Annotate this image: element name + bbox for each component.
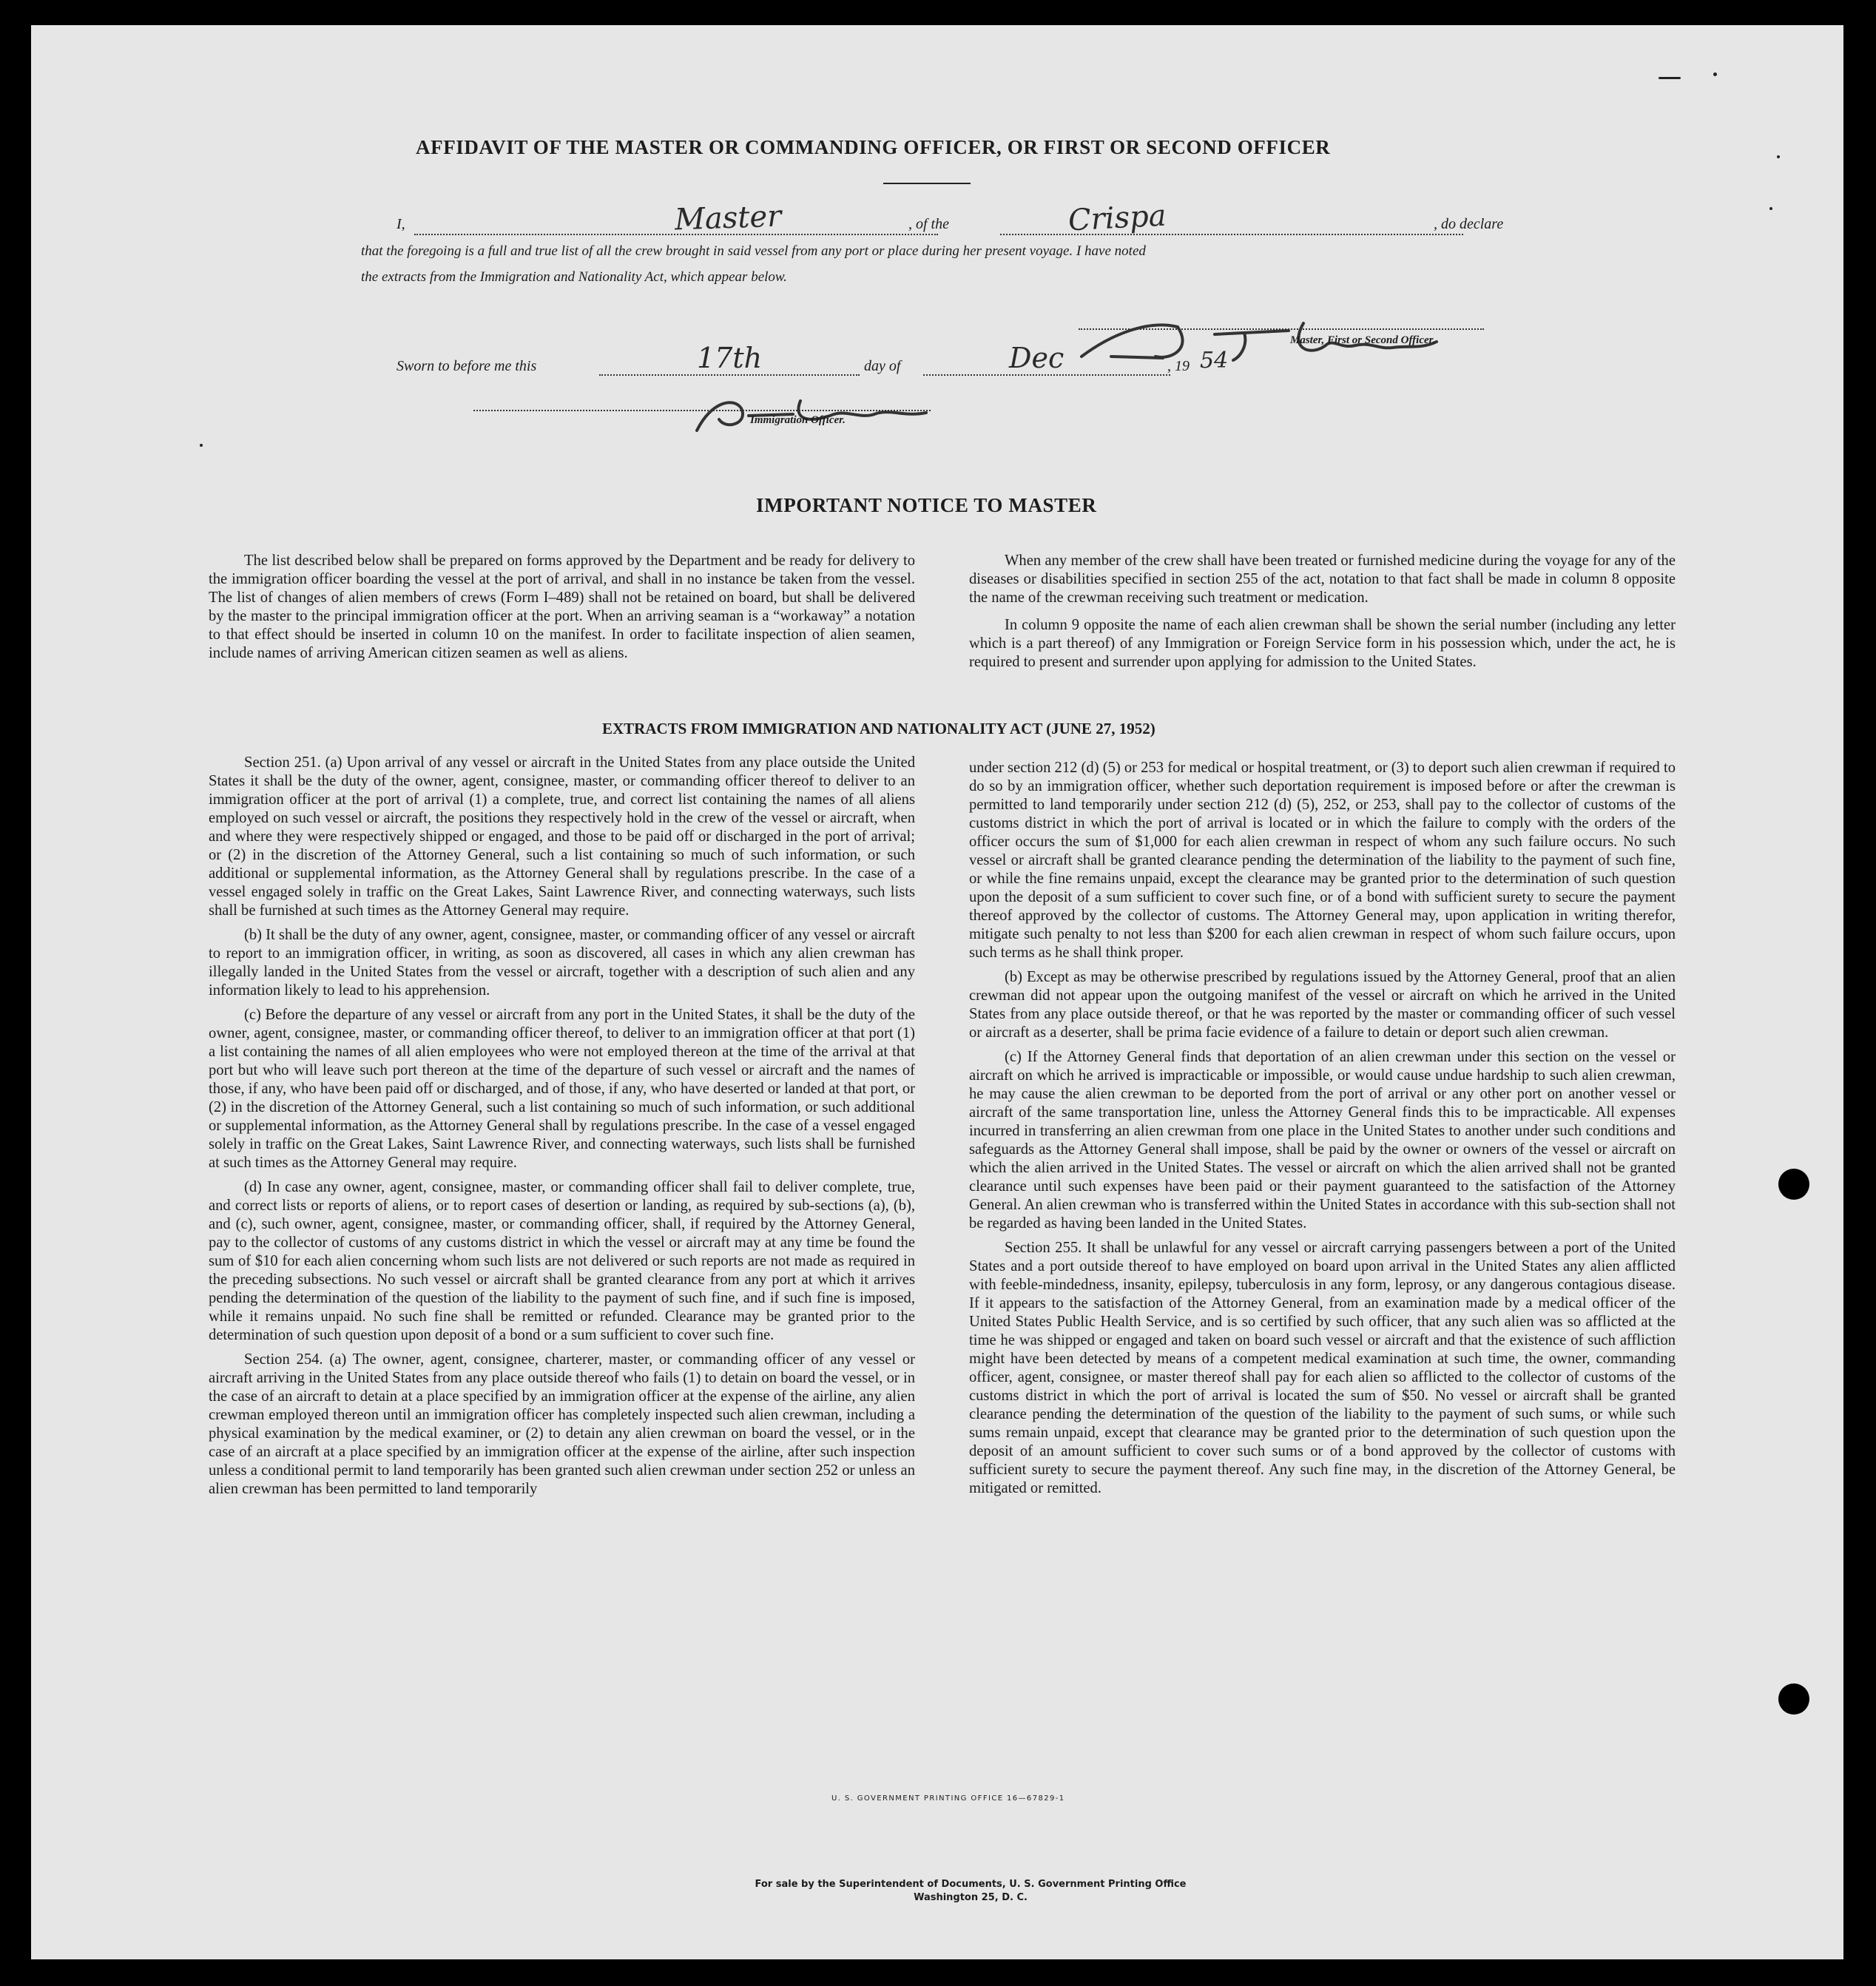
- section-251-a: Section 251. (a) Upon arrival of any vessel or aircraft in the United States from any place outside the United States it shall be the duty of the owner, agent, consignee, master, or commanding officer thereof to deliver to an immigration officer at the port of arrival (1) a complete, true, and correct list containing the names of all aliens employed on such vessel or aircraft, the positions they respectively hold in the crew of the vessel or aircraft, when and where they were respectively shipped or engaged, and those to be paid off or discharged in the port of arrival; or (2) in the discretion of the Attorney General, such a list containing so much of such information, or such additional or supplemental information, as the Attorney General shall by regulations prescribe. In the case of a vessel engaged solely in traffic on the Great Lakes, Saint Lawrence River, and connecting waterways, such lists shall be furnished at such times as the Attorney General may require.: [209, 754, 915, 919]
- punch-hole-lower: [1778, 1683, 1809, 1715]
- section-254-c: (c) If the Attorney General finds that deportation of an alien crewman under this section on the vessel or aircraft on which he arrived is impracticable or impossible, or would cause undue hardship to such alien crewman, he may cause the alien crewman to be deported from the port of arrival or any other port on another vessel or aircraft of the same transportation line, unless the Attorney General finds this to be impracticable. All expenses incurred in transferring an alien crewman from one place in the United States to another under such conditions and safeguards as the Attorney General shall impose, shall be paid by the owner or owners of the vessel or aircraft on which the alien arrived in the United States. The vessel or aircraft on which the alien arrived shall not be granted clearance until such expenses have been paid or their payment guaranteed to the satisfaction of the Attorney General. An alien crewman who is transferred within the United States in accordance with this sub-section shall not be regarded as having been landed in the United States.: [969, 1049, 1676, 1232]
- title-rule: [883, 183, 971, 184]
- handwritten-day: 17th: [697, 342, 763, 374]
- notice-right-paragraph-1: When any member of the crew shall have been treated or furnished medicine during the voyage for any of the diseases or disabilities specified in section 255 of the act, notation to that fact shall be made in column 8 opposite the name of the crewman receiving such treatment or medication.: [969, 553, 1676, 606]
- extracts-title: EXTRACTS FROM IMMIGRATION AND NATIONALITY ACT (JUNE 27, 1952): [602, 720, 1155, 737]
- handwritten-name: Master: [674, 199, 782, 237]
- section-251-b: (b) It shall be the duty of any owner, agent, consignee, master, or commanding officer of any vessel or aircraft to report to an immigration officer, in writing, as soon as discovered, all cases in which any alien crewman has illegally landed in the United States from the vessel or aircraft, together with a description of such alien and any information likely to lead to his apprehension.: [209, 927, 915, 999]
- footer-line-1: For sale by the Superintendent of Documents, U. S. Government Printing Office: [755, 1879, 1187, 1890]
- sworn-label: Sworn to before me this: [397, 358, 537, 374]
- speck: [1769, 207, 1772, 210]
- notice-right-column: [969, 552, 1676, 678]
- footer-line-2: Washington 25, D. C.: [914, 1892, 1028, 1903]
- extracts-left-column: [209, 754, 915, 1504]
- notice-title: IMPORTANT NOTICE TO MASTER: [756, 494, 1097, 516]
- document-page: [31, 25, 1843, 1959]
- handwritten-year: 54: [1200, 348, 1229, 374]
- extracts-right-column: [969, 759, 1676, 1504]
- handwritten-vessel: Crispa: [1067, 198, 1167, 238]
- affidavit-line-2: that the foregoing is a full and true list of all the crew brought in said vessel from any port or place during her present voyage. I have noted: [361, 243, 1146, 259]
- officer-caption: Immigration Officer.: [750, 414, 846, 426]
- master-caption: Master, First or Second Officer.: [1290, 334, 1436, 346]
- section-255: Section 255. It shall be unlawful for any vessel or aircraft carrying passengers between a port of the United States and a port outside thereof to have employed on board upon arrival in the United States any alien afflicted with feeble-mindedness, insanity, epilepsy, tuberculosis in any form, leprosy, or any dangerous contagious disease. If it appears to the satisfaction of the Attorney General, from an examination made by a medical officer of the United States Public Health Service, and is so certified by such officer, that any such alien was so afflicted at the time he was shipped or engaged and taken on board such vessel or aircraft and that the existence of such affliction might have been detected by means of a competent medical examination at such time, the owner, commanding officer, agent, consignee, or master thereof shall pay for each alien so afflicted to the collector of customs of the customs district in which the port of arrival is located the sum of $50. No vessel or aircraft shall be granted clearance pending the determination of the question of the liability to the payment of such sums, or while such sums remain unpaid, except that clearance may be granted prior to the determination of such question upon the deposit of an amount sufficient to cover such sums or of a bond approved by the collector of customs with sufficient surety to secure the payment thereof. Any such fine may, in the discretion of the Attorney General, be mitigated or remitted.: [969, 1240, 1676, 1496]
- month-field-line: [923, 374, 1170, 376]
- notice-left-column: [209, 552, 915, 669]
- handwritten-month: Dec: [1009, 342, 1064, 374]
- section-251-d: (d) In case any owner, agent, consignee, master, or commanding officer shall fail to deliver complete, true, and correct lists or reports of aliens, or to report cases of desertion or landing, as required by sub-sections (a), (b), and (c), such owner, agent, consignee, master, or commanding officer, shall, if required by the Attorney General, pay to the collector of customs of any customs district in which the vessel or aircraft may at any time be found the sum of $10 for each alien concerning whom such lists are not delivered or such reports are not made as required in the preceding subsections. No such vessel or aircraft shall be granted clearance from any port at which it arrives pending the determination of the question of the liability to the payment of such fine, and if such fine is imposed, while it remains unpaid. No such fine shall be remitted or refunded. Clearance may be granted prior to the determination of such question upon deposit of a bond or a sum sufficient to cover such fine.: [209, 1179, 915, 1343]
- speck: [1713, 72, 1717, 76]
- corner-mark: [1659, 77, 1681, 79]
- affidavit-line-3: the extracts from the Immigration and Nationality Act, which appear below.: [361, 269, 787, 285]
- day-field-line: [599, 374, 860, 376]
- year-prefix: , 19: [1167, 358, 1190, 374]
- section-251-c: (c) Before the departure of any vessel or aircraft from any port in the United States, it shall be the duty of the owner, agent, consignee, master, or commanding officer thereof, to deliver to an immigration officer at that port (1) a list containing the names of all alien employees who were not employed thereon at the time of the arrival at that port but who will leave such port thereon at the time of the departure of such vessel or aircraft and the names of those, if any, who have been paid off or discharged, and of those, if any, who have deserted or landed at that port, or (2) in the discretion of the Attorney General, such a list containing so much of such information, or such additional or supplemental information, as the Attorney General shall by regulations prescribe. In the case of a vessel engaged solely in traffic on the Great Lakes, Saint Lawrence River, and connecting waterways, such lists shall be furnished at such times as the Attorney General may require.: [209, 1007, 915, 1171]
- officer-signature: [682, 386, 948, 438]
- i-label: I,: [397, 216, 405, 232]
- of-the-label: , of the: [908, 216, 949, 232]
- speck: [1777, 155, 1780, 158]
- punch-hole-upper: [1778, 1169, 1809, 1200]
- notice-right-paragraph-2: In column 9 opposite the name of each alien crewman shall be shown the serial number (including any letter which is a part thereof) of any Immigration or Foreign Service form in his possession which, under the act, he is required to present and surrender upon applying for admission to the United States.: [969, 617, 1676, 670]
- do-declare-label: , do declare: [1434, 216, 1504, 232]
- day-of-label: day of: [864, 358, 901, 374]
- section-254-b: (b) Except as may be otherwise prescribed by regulations issued by the Attorney General, proof that an alien crewman did not appear upon the outgoing manifest of the vessel or aircraft on which he arrived in the United States from any place outside thereof, or that he was reported by the master or commanding officer of such vessel or aircraft as a deserter, shall be prima facie evidence of a failure to detain or deport such alien crewman.: [969, 969, 1676, 1041]
- printer-line: U. S. GOVERNMENT PRINTING OFFICE 16—67829-1: [831, 1794, 1065, 1803]
- officer-signature-line: [473, 410, 931, 411]
- notice-left-paragraph: The list described below shall be prepared on forms approved by the Department and be ready for delivery to the immigration officer boarding the vessel at the port of arrival, and shall in no instance be taken from the vessel. The list of changes of alien members of crews (Form I–489) shall not be retained on board, but shall be delivered by the master to the principal immigration officer at the port. When an arriving seaman is a “workaway” a notation to that effect should be inserted in column 10 on the manifest. In order to facilitate inspection of alien seamen, include names of arriving American citizen seamen as well as aliens.: [209, 553, 915, 661]
- master-signature-line: [1079, 328, 1484, 330]
- section-254-a: Section 254. (a) The owner, agent, consignee, charterer, master, or commanding officer of any vessel or aircraft arriving in the United States from any place outside thereof who fails (1) to detain on board the vessel, or in the case of an aircraft to detain at a place specified by an immigration officer at the expense of the airline, any alien crewman employed thereon until an immigration officer has completely inspected such alien crewman, including a physical examination by the medical examiner, or (2) to detain any alien crewman on board the vessel, or in the case of an aircraft at a place specified by an immigration officer at the expense of the airline, after such inspection unless a conditional permit to land temporarily has been granted such alien crewman under section 252 or unless an alien crewman has been permitted to land temporarily: [209, 1351, 915, 1497]
- section-254-a-continued: under section 212 (d) (5) or 253 for medical or hospital treatment, or (3) to deport such alien crewman if required to do so by an immigration officer, whether such deportation requirement is imposed before or after the crewman is permitted to land temporarily under section 212 (d) (5), 252, or 253, shall pay to the collector of customs of the customs district in which the port of arrival is located or in which the failure to comply with the orders of the officer occurs the sum of $1,000 for each alien crewman in respect of whom any such failure occurs. No such vessel or aircraft shall be granted clearance pending the determination of the liability to the payment of such fine, or while the fine remains unpaid, except the clearance may be granted prior to the determination of such question upon the deposit of a sum sufficient to cover such fine, or of a bond with sufficient surety to secure the payment thereof approved by the collector of customs. The Attorney General may, upon application in writing therefor, mitigate such penalty to not less than $200 for each alien crewman in respect of whom such failure occurs, upon such terms as he shall think proper.: [969, 760, 1676, 961]
- speck: [200, 444, 203, 447]
- affidavit-title: AFFIDAVIT OF THE MASTER OR COMMANDING OFFICER, OR FIRST OR SECOND OFFICER: [416, 136, 1331, 158]
